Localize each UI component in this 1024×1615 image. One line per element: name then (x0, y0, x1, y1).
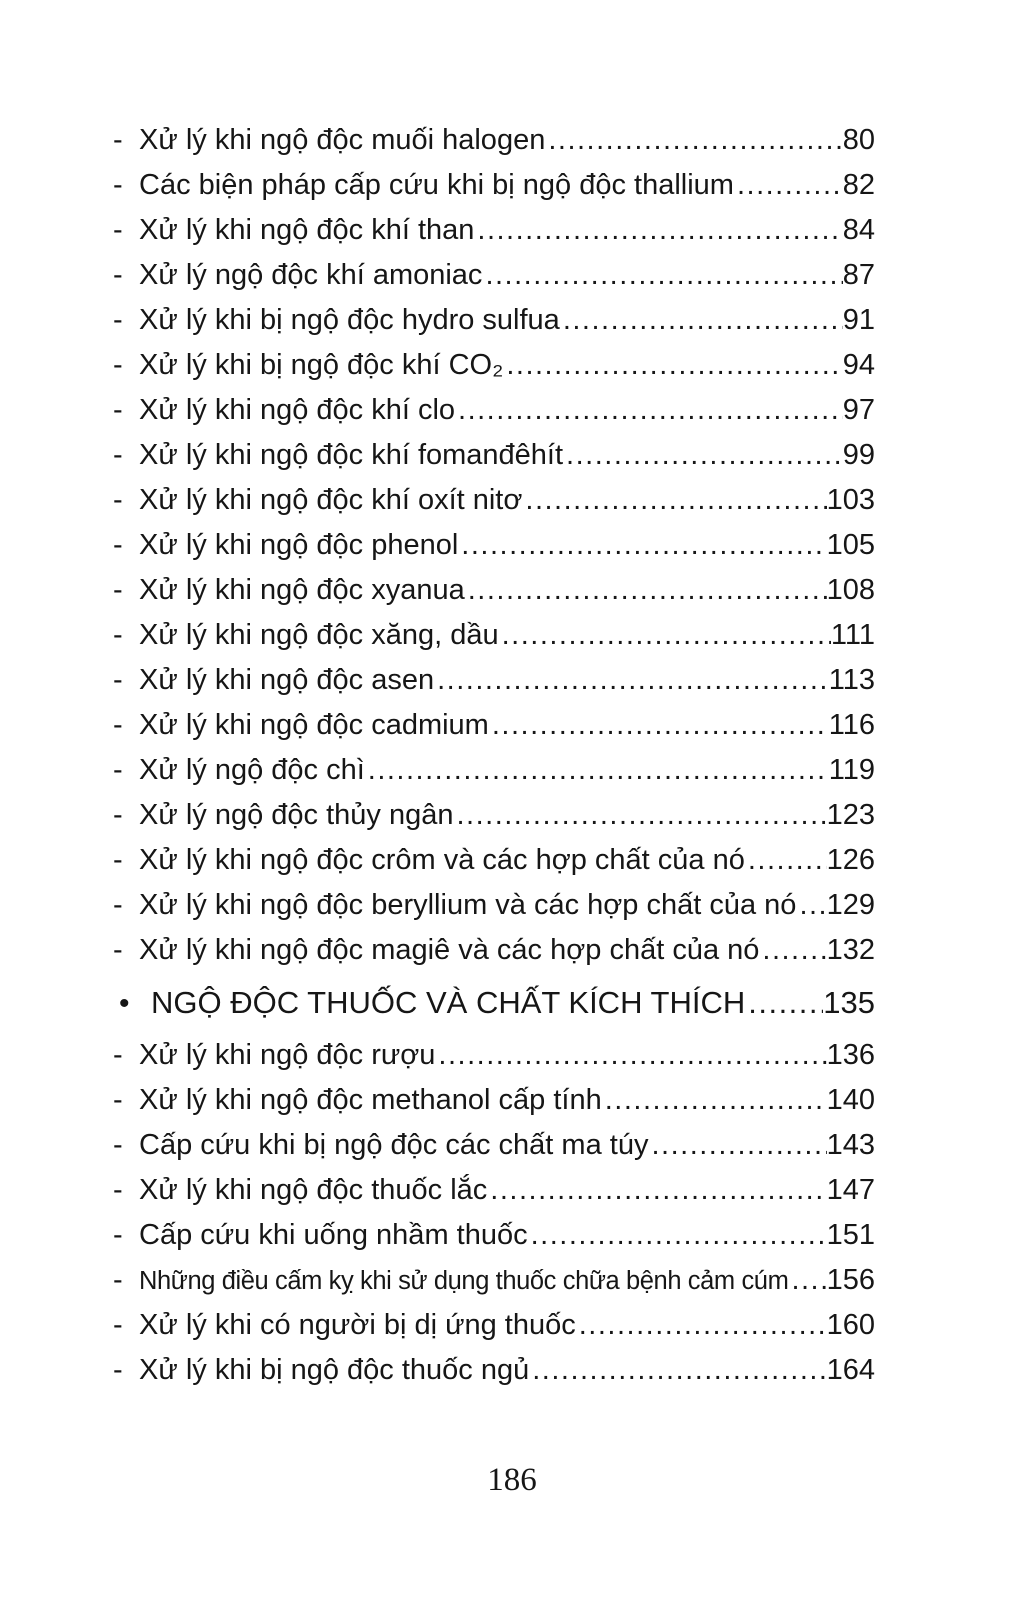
page-number: 186 (487, 1462, 537, 1498)
toc-entry-label: Xử lý khi ngộ độc xyanua (139, 574, 465, 606)
toc-entry-page: 143 (826, 1129, 875, 1161)
toc-entry (113, 973, 875, 1033)
dot-leader (465, 568, 827, 613)
toc-entry (113, 793, 875, 838)
toc-entry (113, 253, 875, 298)
toc-entry-page: 126 (826, 844, 875, 876)
toc-entry-page: 82 (842, 169, 875, 201)
dash-marker: - (113, 394, 123, 426)
dash-marker: - (113, 934, 123, 966)
toc-entry (113, 613, 875, 658)
toc-entry-page: 151 (826, 1219, 875, 1251)
toc-entry-label: Xử lý khi ngộ độc crôm và các hợp chất của nó (139, 844, 745, 876)
toc-entry (113, 748, 875, 793)
dash-marker: - (113, 304, 123, 336)
toc-entry (113, 883, 875, 928)
dot-leader (545, 118, 842, 163)
toc-entry-page: 140 (826, 1084, 875, 1116)
toc-entry-page: 103 (826, 484, 875, 516)
toc-entry-label: NGỘ ĐỘC THUỐC VÀ CHẤT KÍCH THÍCH (151, 985, 746, 1020)
toc-entry-label: Xử lý khi ngộ độc rượu (139, 1039, 436, 1071)
dot-leader (648, 1123, 826, 1168)
toc-entry-label: Xử lý khi ngộ độc cadmium (139, 709, 489, 741)
toc-entry-label: Cấp cứu khi bị ngộ độc các chất ma túy (139, 1129, 649, 1161)
toc-entry-page: 135 (823, 985, 875, 1020)
toc-entry (113, 298, 875, 343)
dash-marker: - (113, 889, 123, 921)
toc-entry (113, 478, 875, 523)
toc-entry-label: Xử lý khi ngộ độc thuốc lắc (139, 1174, 488, 1206)
dash-marker: - (113, 1354, 123, 1386)
dot-leader (474, 208, 842, 253)
toc-entry-label: Các biện pháp cấp cứu khi bị ngộ độc thallium (139, 169, 734, 201)
dash-marker: - (113, 619, 123, 651)
toc-entry-page: 164 (826, 1354, 875, 1386)
dot-leader (522, 478, 826, 523)
toc-entry-label: Xử lý ngộ độc thủy ngân (139, 799, 454, 831)
toc-entry (113, 208, 875, 253)
dot-leader (759, 928, 826, 973)
toc-entry (113, 523, 875, 568)
dash-marker: - (113, 259, 123, 291)
toc-entry-page: 119 (828, 754, 875, 786)
toc-entry-page: 91 (842, 304, 875, 336)
dot-leader (458, 523, 826, 568)
toc-entry-page: 129 (826, 889, 875, 921)
dot-leader (453, 793, 826, 838)
toc-entry-page: 147 (826, 1174, 875, 1206)
dot-leader (745, 838, 827, 883)
dot-leader (365, 748, 829, 793)
toc-entry-page: 136 (826, 1039, 875, 1071)
toc-entry-label: Xử lý khi ngộ độc xăng, dầu (139, 619, 499, 651)
toc-entry (113, 568, 875, 613)
dot-leader (529, 1348, 826, 1393)
toc-entry (113, 703, 875, 748)
dash-marker: - (113, 754, 123, 786)
toc-entry-label: Xử lý khi bị ngộ độc hydro sulfua (139, 304, 560, 336)
toc-entry-page: 84 (842, 214, 875, 246)
toc-entry (113, 1348, 875, 1393)
toc-entry-label: Xử lý khi ngộ độc phenol (139, 529, 459, 561)
dot-leader (560, 298, 843, 343)
dot-leader (576, 1303, 827, 1348)
dash-marker: - (113, 1129, 123, 1161)
toc-entry-label: Xử lý ngộ độc chì (139, 754, 365, 786)
toc-entry-page: 99 (842, 439, 875, 471)
dot-leader (487, 1168, 826, 1213)
toc-entry (113, 163, 875, 208)
toc-entry (113, 118, 875, 163)
toc-entry-page: 156 (826, 1264, 875, 1296)
toc-entry (113, 1213, 875, 1258)
dash-marker: - (113, 1174, 123, 1206)
toc-entry (113, 343, 875, 388)
toc-entry (113, 1168, 875, 1213)
dash-marker: - (113, 799, 123, 831)
dot-leader (796, 883, 826, 928)
toc-entry-label: Xử lý khi ngộ độc magiê và các hợp chất của nó (139, 934, 760, 966)
toc-entry-label: Xử lý khi ngộ độc beryllium và các hợp chất của nó (139, 889, 797, 921)
dot-leader (482, 253, 842, 298)
toc-entry (113, 388, 875, 433)
dot-leader (528, 1213, 827, 1258)
toc-entry-label: Xử lý khi ngộ độc asen (139, 664, 435, 696)
dot-leader (434, 658, 829, 703)
toc-entry (113, 433, 875, 478)
dot-leader (503, 343, 842, 388)
toc-entry (113, 928, 875, 973)
dash-marker: - (113, 1039, 123, 1071)
dash-marker: - (113, 844, 123, 876)
dash-marker: - (113, 574, 123, 606)
toc-entry-page: 123 (826, 799, 875, 831)
dash-marker: - (113, 169, 123, 201)
dash-marker: - (113, 709, 123, 741)
toc-entry-page: 108 (826, 574, 875, 606)
toc-entry (113, 1078, 875, 1123)
dot-leader (745, 973, 823, 1033)
dot-leader (489, 703, 829, 748)
toc-entry-page: 113 (828, 664, 875, 696)
toc-entry-page: 80 (842, 124, 875, 156)
toc-entry-page: 94 (842, 349, 875, 381)
dash-marker: - (113, 124, 123, 156)
dash-marker: - (113, 1219, 123, 1251)
toc-entry-label: Xử lý khi ngộ độc methanol cấp tính (139, 1084, 602, 1116)
toc-entry (113, 1033, 875, 1078)
toc-entry-label: Xử lý khi ngộ độc khí fomanđêhít (139, 439, 564, 471)
toc-entry (113, 1258, 875, 1303)
dash-marker: - (113, 1309, 123, 1341)
toc-entry (113, 658, 875, 703)
dot-leader (499, 613, 831, 658)
toc-entry-label: Xử lý khi ngộ độc khí clo (139, 394, 456, 426)
dot-leader (455, 388, 843, 433)
dot-leader (563, 433, 843, 478)
toc-entry (113, 1303, 875, 1348)
toc-entry-page: 111 (830, 619, 875, 651)
toc-entry-page: 160 (826, 1309, 875, 1341)
toc-entry-page: 105 (826, 529, 875, 561)
toc-entry-label: Xử lý khi ngộ độc muối halogen (139, 124, 546, 156)
dash-marker: - (113, 664, 123, 696)
dot-leader (435, 1033, 826, 1078)
dash-marker: - (113, 1084, 123, 1116)
dot-leader (788, 1258, 826, 1303)
dash-marker: - (113, 349, 123, 381)
toc-entry-page: 87 (842, 259, 875, 291)
dash-marker: - (113, 529, 123, 561)
toc-entry-label: Cấp cứu khi uống nhầm thuốc (139, 1219, 528, 1251)
toc-entry-page: 132 (826, 934, 875, 966)
toc-entry-label: Những điều cấm kỵ khi sử dụng thuốc chữa bệnh cảm cúm (139, 1267, 789, 1295)
toc-entry-label: Xử lý khi ngộ độc khí oxít nitơ (139, 484, 523, 516)
toc-entry (113, 1123, 875, 1168)
toc-entry-label: Xử lý khi ngộ độc khí than (139, 214, 475, 246)
dot-leader (734, 163, 843, 208)
toc-entry-page: 97 (842, 394, 875, 426)
dash-marker: - (113, 1264, 123, 1296)
toc-entry-label: Xử lý ngộ độc khí amoniac (139, 259, 483, 291)
toc-entry-label: Xử lý khi có người bị dị ứng thuốc (139, 1309, 576, 1341)
dash-marker: - (113, 484, 123, 516)
bullet-marker: • (119, 987, 130, 1020)
dot-leader (602, 1078, 827, 1123)
toc-entry-label: Xử lý khi bị ngộ độc khí CO₂ (139, 349, 504, 381)
toc-entry-label: Xử lý khi bị ngộ độc thuốc ngủ (139, 1354, 530, 1386)
toc-entry-page: 116 (828, 709, 875, 741)
dash-marker: - (113, 439, 123, 471)
toc-entry (113, 838, 875, 883)
dash-marker: - (113, 214, 123, 246)
table-of-contents (113, 118, 875, 1393)
